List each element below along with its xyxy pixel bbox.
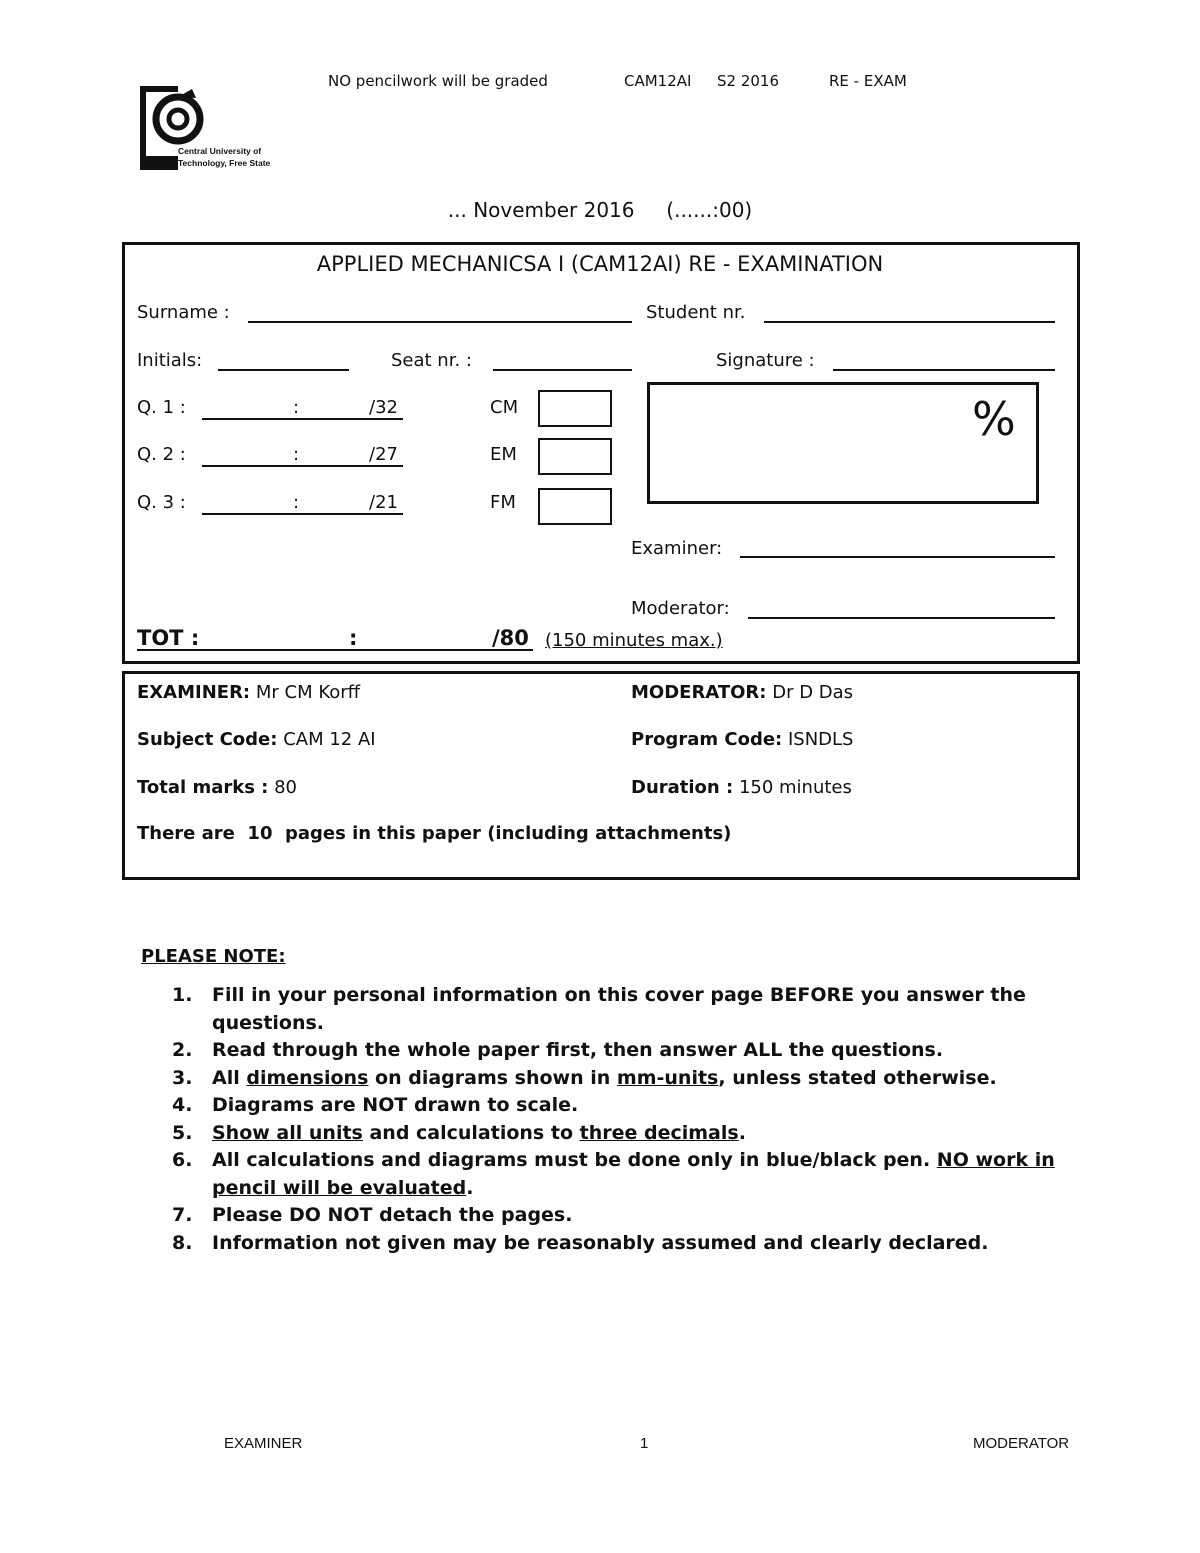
info-total-value: 80 bbox=[274, 777, 298, 798]
q3-colon: : bbox=[293, 492, 300, 513]
footer-page-number: 1 bbox=[640, 1435, 649, 1452]
fm-label: FM bbox=[490, 492, 516, 513]
svg-text:Technology, Free State: Technology, Free State bbox=[178, 158, 270, 168]
q1-label: Q. 1 : bbox=[137, 397, 186, 418]
q3-label: Q. 3 : bbox=[137, 492, 186, 513]
cm-box[interactable] bbox=[538, 390, 612, 427]
info-total bbox=[137, 777, 297, 798]
initials-field[interactable] bbox=[218, 369, 349, 371]
examiner-sign-field[interactable] bbox=[740, 556, 1055, 558]
q1-max: /32 bbox=[369, 397, 398, 418]
note-item-5: 5. Show all units and calculations to three decimals. bbox=[172, 1121, 746, 1144]
footer-examiner: EXAMINER bbox=[224, 1435, 303, 1452]
info-duration-value: 150 minutes bbox=[738, 777, 852, 798]
info-examiner-value: Mr CM Korff bbox=[255, 682, 361, 703]
info-moderator-value: Dr D Das bbox=[772, 682, 854, 703]
info-program-value: ISNDLS bbox=[787, 729, 854, 750]
note-item-4: 4. Diagrams are NOT drawn to scale. bbox=[172, 1094, 579, 1116]
note-item-8: 8. Information not given may be reasonably assumed and clearly declared. bbox=[172, 1231, 989, 1254]
info-examiner-label: EXAMINER: bbox=[137, 682, 251, 703]
info-program-label: Program Code: bbox=[631, 729, 783, 750]
tot-colon: : bbox=[349, 626, 358, 650]
surname-label: Surname : bbox=[137, 302, 230, 323]
info-subject bbox=[137, 729, 376, 750]
exam-date: ... November 2016 (......:00) bbox=[447, 198, 753, 222]
info-subject-value: CAM 12 AI bbox=[283, 729, 376, 750]
tot-field[interactable] bbox=[137, 649, 533, 651]
moderator-sign-field[interactable] bbox=[748, 617, 1055, 619]
tot-label: TOT : bbox=[137, 626, 200, 650]
moderator-sign-label: Moderator: bbox=[631, 598, 730, 619]
student-nr-label: Student nr. bbox=[646, 302, 746, 323]
q1-colon: : bbox=[293, 397, 300, 418]
em-label: EM bbox=[490, 444, 517, 465]
seat-label: Seat nr. : bbox=[391, 350, 472, 371]
info-duration bbox=[631, 777, 852, 798]
footer-moderator: MODERATOR bbox=[973, 1435, 1070, 1452]
header-code: CAM12AI bbox=[624, 72, 692, 90]
info-moderator bbox=[631, 682, 853, 703]
surname-field[interactable] bbox=[248, 321, 632, 323]
examiner-sign-label: Examiner: bbox=[631, 538, 723, 559]
q2-label: Q. 2 : bbox=[137, 444, 186, 465]
header-exam-type: RE - EXAM bbox=[829, 72, 907, 90]
tot-time-note: (150 minutes max.) bbox=[545, 630, 723, 651]
note-item-7: 7. Please DO NOT detach the pages. bbox=[172, 1204, 573, 1226]
signature-field[interactable] bbox=[833, 369, 1055, 371]
info-moderator-label: MODERATOR: bbox=[631, 682, 767, 703]
info-subject-label: Subject Code: bbox=[137, 729, 278, 750]
student-nr-field[interactable] bbox=[764, 321, 1055, 323]
svg-text:Central University of: Central University of bbox=[178, 146, 262, 156]
cm-label: CM bbox=[490, 397, 519, 418]
note-item-1: 1. Fill in your personal information on this cover page BEFORE you answer the questions. bbox=[172, 984, 1026, 1034]
note-item-6: 6. All calculations and diagrams must be done only in blue/black pen. NO work in pencil will be evaluated. bbox=[172, 1149, 1055, 1199]
q2-max: /27 bbox=[369, 444, 398, 465]
q3-max: /21 bbox=[369, 492, 398, 513]
info-pages-line: There are 10 pages in this paper (including attachments) bbox=[137, 823, 732, 844]
header-note: NO pencilwork will be graded bbox=[328, 72, 548, 90]
q2-colon: : bbox=[293, 444, 300, 465]
notes-list bbox=[172, 982, 1102, 1257]
header-semester: S2 2016 bbox=[717, 72, 780, 90]
q2-score-field[interactable] bbox=[202, 465, 403, 467]
q3-score-field[interactable] bbox=[202, 513, 403, 515]
fm-box[interactable] bbox=[538, 488, 612, 525]
info-duration-label: Duration : bbox=[631, 777, 734, 798]
signature-label: Signature : bbox=[716, 350, 815, 371]
percent-sign: % bbox=[972, 392, 1016, 446]
em-box[interactable] bbox=[538, 438, 612, 475]
university-logo bbox=[140, 86, 270, 174]
seat-field[interactable] bbox=[493, 369, 632, 371]
tot-max: /80 bbox=[492, 626, 529, 650]
info-program bbox=[631, 729, 853, 750]
info-examiner bbox=[137, 682, 360, 703]
notes-heading: PLEASE NOTE: bbox=[141, 946, 286, 967]
note-item-3: 3. All dimensions on diagrams shown in mm-units, unless stated otherwise. bbox=[172, 1066, 997, 1089]
initials-label: Initials: bbox=[137, 350, 203, 371]
form-title: APPLIED MECHANICSA I (CAM12AI) RE - EXAMINATION bbox=[316, 252, 884, 276]
q1-score-field[interactable] bbox=[202, 418, 403, 420]
note-item-2: 2. Read through the whole paper first, then answer ALL the questions. bbox=[172, 1039, 944, 1061]
info-total-label: Total marks : bbox=[137, 777, 269, 798]
